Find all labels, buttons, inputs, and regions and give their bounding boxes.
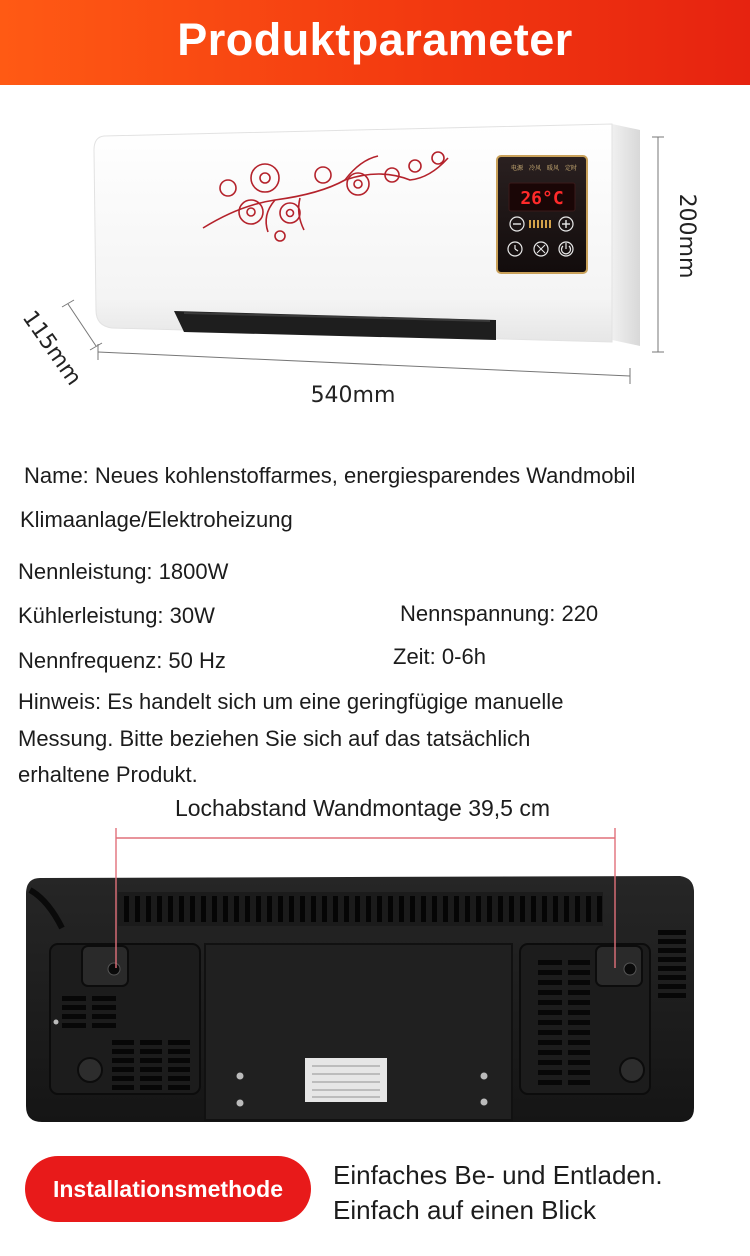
vent-slot	[575, 896, 580, 922]
vent-slot	[568, 970, 590, 975]
height-dimension	[652, 137, 664, 352]
vent-slot	[168, 896, 173, 922]
vent-slot	[140, 1040, 162, 1045]
vent-slot	[658, 957, 686, 962]
vent-slot	[62, 1005, 86, 1010]
panel-label: 定时	[565, 165, 578, 172]
unit-side-face	[612, 124, 640, 346]
vent-slot	[410, 896, 415, 922]
control-panel	[497, 156, 587, 273]
vent-slot	[168, 1058, 190, 1063]
vent-slot	[454, 896, 459, 922]
vent-slot	[658, 939, 686, 944]
right-mounting-hole-icon	[596, 946, 642, 986]
vent-slot	[542, 896, 547, 922]
width-label: 540mm	[310, 383, 396, 408]
vent-slot	[388, 896, 393, 922]
vent-slot	[465, 896, 470, 922]
vent-slot	[322, 896, 327, 922]
vent-slot	[278, 896, 283, 922]
vent-slot	[487, 896, 492, 922]
vent-slot	[62, 996, 86, 1001]
measurement-note	[18, 684, 718, 794]
vent-slot	[531, 896, 536, 922]
vent-slot	[112, 1085, 134, 1090]
vent-slot	[568, 1030, 590, 1035]
vent-slot	[344, 896, 349, 922]
width-dimension	[98, 344, 630, 384]
vent-slot	[509, 896, 514, 922]
panel-label: 电源	[511, 165, 524, 172]
product-front-illustration	[0, 90, 750, 420]
vent-slot	[92, 1005, 116, 1010]
note-line: erhaltene Produkt.	[18, 762, 198, 787]
vent-slot	[140, 1067, 162, 1072]
vent-slot	[568, 980, 590, 985]
vent-slot	[366, 896, 371, 922]
vent-slot	[538, 1060, 562, 1065]
vent-slot	[245, 896, 250, 922]
spec-name-line2: Klimaanlage/Elektroheizung	[20, 507, 293, 532]
vent-slot	[538, 1030, 562, 1035]
vent-slot	[146, 896, 151, 922]
vent-slot	[92, 1014, 116, 1019]
vent-slot	[140, 1058, 162, 1063]
vent-slot	[538, 970, 562, 975]
power-icon	[559, 242, 573, 256]
vent-slot	[538, 1080, 562, 1085]
vent-slot	[168, 1076, 190, 1081]
vent-slot	[256, 896, 261, 922]
vent-slot	[538, 1010, 562, 1015]
vent-slot	[377, 896, 382, 922]
vent-slot	[62, 1014, 86, 1019]
vent-slot	[658, 948, 686, 953]
spec-frequency: Nennfrequenz: 50 Hz	[18, 648, 226, 673]
vent-slot	[421, 896, 426, 922]
install-method-badge	[25, 1156, 311, 1222]
vent-slot	[538, 980, 562, 985]
vent-slot	[568, 1070, 590, 1075]
vent-slot	[201, 896, 206, 922]
install-line: Einfach auf einen Blick	[333, 1195, 597, 1225]
vent-slot	[568, 1050, 590, 1055]
vent-slot	[333, 896, 338, 922]
vent-slot	[212, 896, 217, 922]
spec-time: Zeit: 0-6h	[393, 644, 486, 669]
vent-slot	[62, 1023, 86, 1028]
vent-slot	[568, 1040, 590, 1045]
note-line: Hinweis: Es handelt sich um eine geringfügige manuelle	[18, 689, 564, 714]
note-line: Messung. Bitte beziehen Sie sich auf das tatsächlich	[18, 725, 531, 751]
install-method-label: Installationsmethode	[52, 1175, 284, 1202]
vent-slot	[300, 896, 305, 922]
spec-voltage: Nennspannung: 220	[400, 601, 599, 626]
vent-slot	[498, 896, 503, 922]
vent-slot	[92, 996, 116, 1001]
vent-slot	[157, 896, 162, 922]
vent-slot	[92, 1023, 116, 1028]
temperature-display: 26°C	[520, 188, 564, 209]
product-back-illustration	[0, 825, 750, 1135]
vent-slot	[124, 896, 129, 922]
vent-slot	[568, 1020, 590, 1025]
vent-slot	[168, 1085, 190, 1090]
vent-slot	[476, 896, 481, 922]
panel-label: 暖风	[547, 165, 560, 172]
spec-cooler-power: Kühlerleistung: 30W	[18, 603, 215, 628]
left-mounting-hole-icon	[82, 946, 128, 986]
vent-slot	[168, 1067, 190, 1072]
vent-slot	[289, 896, 294, 922]
vent-slot	[112, 1076, 134, 1081]
vent-slot	[112, 1049, 134, 1054]
vent-slot	[568, 1010, 590, 1015]
vent-slot	[658, 966, 686, 971]
vent-slot	[538, 1050, 562, 1055]
vent-slot	[538, 1040, 562, 1045]
header-banner	[0, 0, 750, 85]
vent-slot	[223, 896, 228, 922]
vent-slot	[538, 1000, 562, 1005]
vent-slot	[538, 960, 562, 965]
vent-slot	[432, 896, 437, 922]
hole-distance-label: Lochabstand Wandmontage 39,5 cm	[174, 795, 551, 821]
vent-slot	[179, 896, 184, 922]
vent-slot	[443, 896, 448, 922]
vent-slot	[140, 1085, 162, 1090]
vent-slot	[658, 930, 686, 935]
panel-label: 冷风	[529, 165, 542, 172]
vent-slot	[568, 960, 590, 965]
vent-slot	[190, 896, 195, 922]
spec-power: Nennleistung: 1800W	[18, 559, 229, 584]
vent-slot	[168, 1049, 190, 1054]
vent-slot	[538, 990, 562, 995]
vent-slot	[234, 896, 239, 922]
page-title: Produktparameter	[177, 13, 573, 65]
vent-slot	[658, 975, 686, 980]
vent-slot	[112, 1067, 134, 1072]
height-label: 200mm	[674, 193, 699, 279]
vent-slot	[112, 1058, 134, 1063]
vent-slot	[135, 896, 140, 922]
vent-slot	[520, 896, 525, 922]
vent-slot	[658, 984, 686, 989]
vent-slot	[140, 1076, 162, 1081]
vent-slot	[168, 1040, 190, 1045]
vent-slot	[597, 896, 602, 922]
spec-name-line1: Name: Neues kohlenstoffarmes, energiesparendes Wandmobil	[24, 463, 636, 488]
vent-slot	[538, 1070, 562, 1075]
vent-slot	[568, 1060, 590, 1065]
vent-slot	[538, 1020, 562, 1025]
vent-slot	[568, 1000, 590, 1005]
vent-slot	[553, 896, 558, 922]
vent-slot	[568, 990, 590, 995]
vent-slot	[399, 896, 404, 922]
vent-slot	[267, 896, 272, 922]
vent-slot	[568, 1080, 590, 1085]
depth-label: 115mm	[17, 306, 87, 391]
vent-slot	[564, 896, 569, 922]
rating-label	[305, 1058, 387, 1102]
vent-slot	[311, 896, 316, 922]
vent-slot	[140, 1049, 162, 1054]
vent-slot	[658, 993, 686, 998]
vent-slot	[112, 1040, 134, 1045]
install-description	[333, 1158, 663, 1228]
install-line: Einfaches Be- und Entladen.	[333, 1160, 663, 1190]
vent-slot	[355, 896, 360, 922]
vent-slot	[586, 896, 591, 922]
